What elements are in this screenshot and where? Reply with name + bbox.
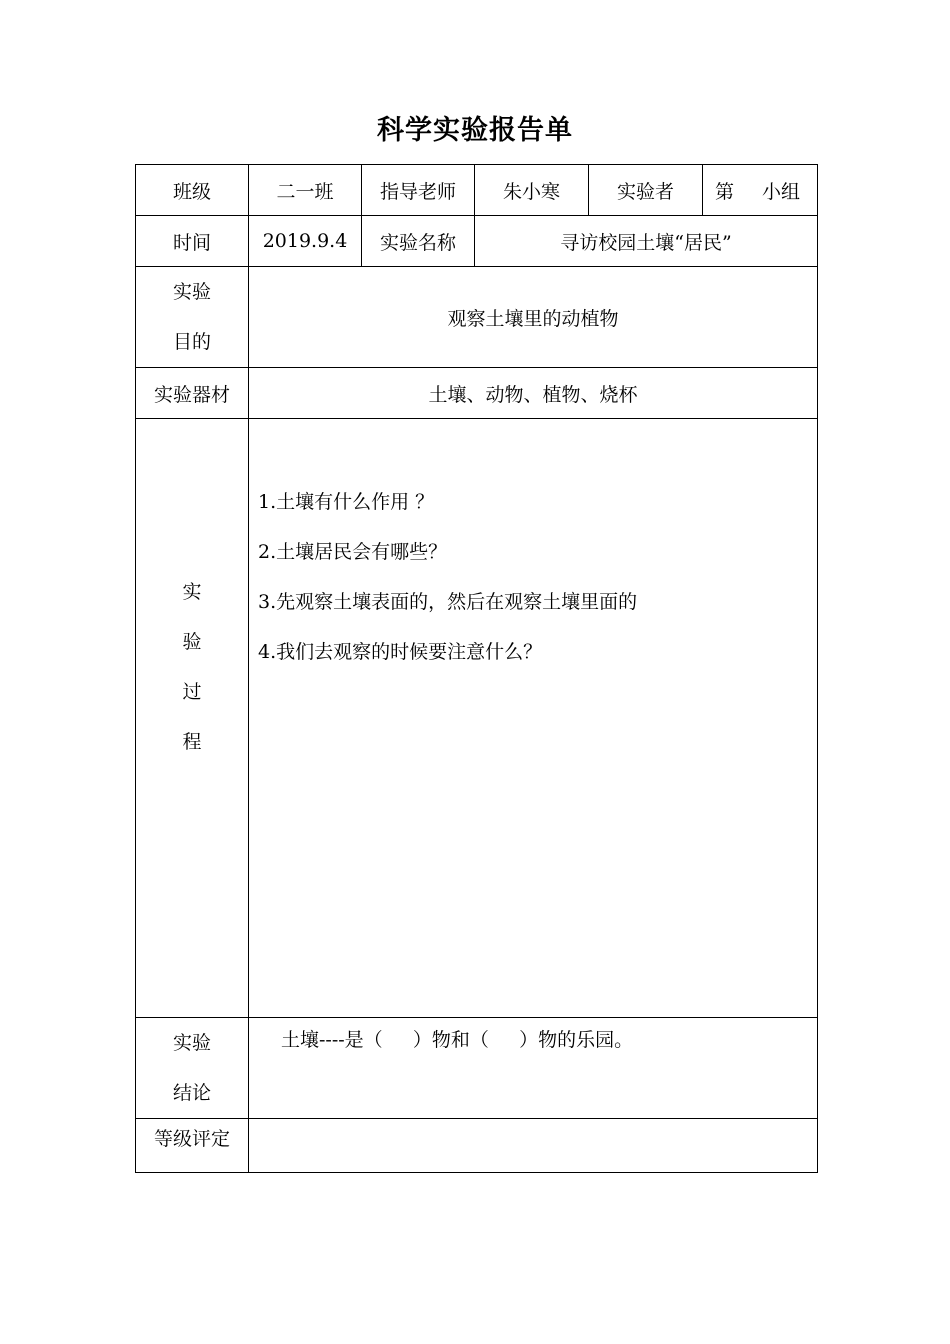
process-step: 2.土壤居民会有哪些？ — [258, 541, 448, 563]
process-step: 3.先观察土壤表面的，然后在观察土壤里面的 — [258, 591, 638, 613]
table-row — [136, 1119, 818, 1173]
conclusion-label — [136, 1018, 249, 1119]
group-suffix: 小组 — [762, 180, 801, 203]
process-label — [136, 419, 249, 1018]
process-label-char: 验 — [182, 631, 202, 653]
materials-label: 实验器材 — [136, 368, 249, 419]
process-step: 4.我们去观察的时候要注意什么？ — [258, 641, 543, 663]
purpose-value[interactable]: 观察土壤里的动植物 — [249, 267, 818, 368]
table-row — [136, 216, 818, 267]
page-title: 科学实验报告单 — [377, 115, 573, 146]
purpose-label-line1: 实验 — [172, 281, 211, 303]
process-label-char: 实 — [182, 581, 202, 603]
class-label: 班级 — [136, 165, 249, 216]
class-value[interactable]: 二一班 — [249, 165, 362, 216]
teacher-value[interactable]: 朱小寒 — [475, 165, 589, 216]
conclusion-label-line2: 结论 — [172, 1082, 211, 1104]
grade-value[interactable] — [249, 1119, 818, 1173]
purpose-label — [136, 267, 249, 368]
table-row — [136, 165, 818, 216]
materials-value[interactable]: 土壤、动物、植物、烧杯 — [249, 368, 818, 419]
purpose-label-line2: 目的 — [172, 331, 211, 353]
conclusion-value: 土壤----是（ ）物和（ ）物的乐园。 — [281, 1029, 634, 1051]
table-row — [136, 368, 818, 419]
grade-label: 等级评定 — [136, 1119, 249, 1173]
experiment-name-value[interactable]: 寻访校园土壤“居民” — [475, 216, 818, 267]
teacher-label: 指导老师 — [362, 165, 475, 216]
table-row — [136, 1018, 818, 1119]
group-value[interactable] — [703, 165, 818, 216]
conclusion-label-line1: 实验 — [172, 1032, 211, 1054]
report-table — [135, 164, 818, 1173]
process-label-char: 过 — [182, 681, 202, 703]
group-prefix: 第 — [715, 180, 735, 203]
time-label: 时间 — [136, 216, 249, 267]
conclusion-content[interactable] — [249, 1018, 818, 1119]
experimenter-label: 实验者 — [589, 165, 703, 216]
table-row — [136, 267, 818, 368]
table-row — [136, 419, 818, 1018]
experiment-name-label: 实验名称 — [362, 216, 475, 267]
time-value[interactable]: 2019.9.4 — [249, 216, 362, 267]
process-label-char: 程 — [182, 731, 202, 753]
process-step: 1.土壤有什么作用 ？ — [258, 491, 435, 513]
process-content[interactable] — [249, 419, 818, 1018]
